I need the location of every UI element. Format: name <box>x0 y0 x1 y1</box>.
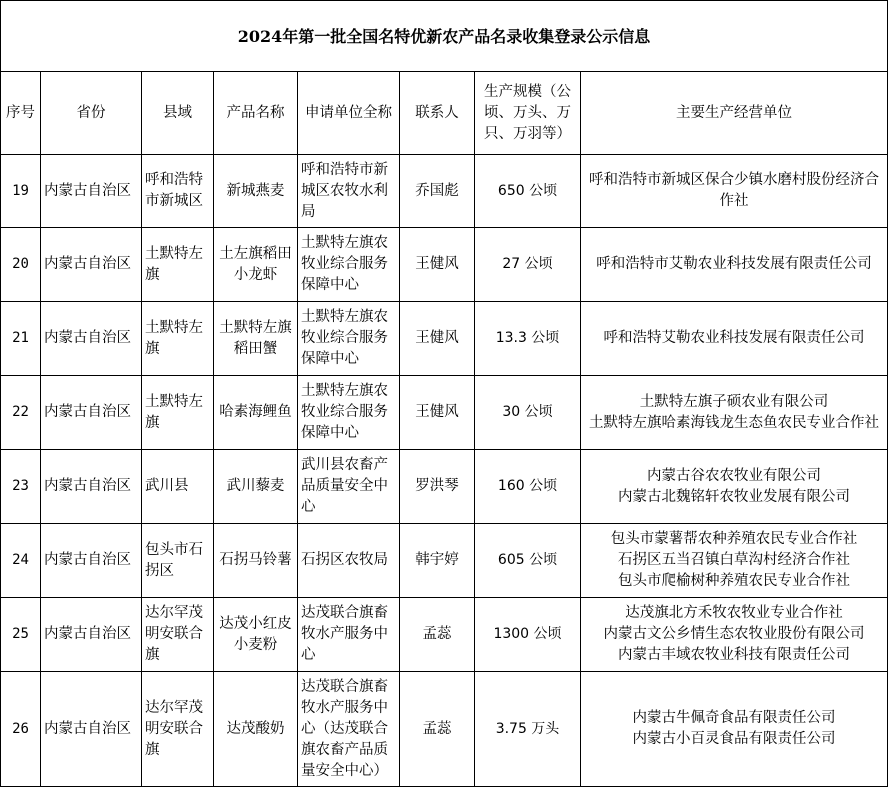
cell-operators <box>581 524 888 598</box>
operator-name: 内蒙古谷农农牧业有限公司 <box>647 467 822 484</box>
header-applicant: 申请单位全称 <box>298 72 400 155</box>
cell-seq: 20 <box>1 228 41 302</box>
cell-contact: 王健风 <box>400 302 475 376</box>
cell-applicant: 呼和浩特市新城区农牧水利局 <box>298 155 400 228</box>
cell-province: 内蒙古自治区 <box>41 376 142 450</box>
cell-scale: 160 公顷 <box>475 450 581 524</box>
cell-product: 达茂酸奶 <box>214 672 298 787</box>
table-row <box>1 598 888 672</box>
cell-applicant: 达茂联合旗畜牧水产服务中心（达茂联合旗农畜产品质量安全中心） <box>298 672 400 787</box>
table-row <box>1 450 888 524</box>
cell-seq: 19 <box>1 155 41 228</box>
cell-seq: 21 <box>1 302 41 376</box>
cell-product: 武川藜麦 <box>214 450 298 524</box>
header-seq: 序号 <box>1 72 41 155</box>
cell-contact: 王健风 <box>400 228 475 302</box>
cell-applicant: 达茂联合旗畜牧水产服务中心 <box>298 598 400 672</box>
cell-county: 达尔罕茂明安联合旗 <box>142 598 214 672</box>
cell-applicant: 石拐区农牧局 <box>298 524 400 598</box>
cell-scale: 13.3 公顷 <box>475 302 581 376</box>
operator-name: 包头市爬榆树种养殖农民专业合作社 <box>618 573 851 589</box>
cell-contact: 乔国彪 <box>400 155 475 228</box>
operator-name: 包头市蒙薯帮农种养殖农民专业合作社 <box>610 531 858 547</box>
cell-operators <box>581 228 888 302</box>
cell-seq: 26 <box>1 672 41 787</box>
cell-seq: 22 <box>1 376 41 450</box>
cell-applicant: 武川县农畜产品质量安全中心 <box>298 450 400 524</box>
cell-scale: 1300 公顷 <box>475 598 581 672</box>
title-row <box>1 1 888 72</box>
cell-product: 土左旗稻田小龙虾 <box>214 228 298 302</box>
cell-contact: 孟蕊 <box>400 672 475 787</box>
operator-name: 内蒙古丰域农牧业科技有限责任公司 <box>618 647 851 663</box>
cell-product: 新城燕麦 <box>214 155 298 228</box>
cell-province: 内蒙古自治区 <box>41 228 142 302</box>
table-row <box>1 302 888 376</box>
cell-operators <box>581 672 888 787</box>
operator-name: 石拐区五当召镇白草沟村经济合作社 <box>618 552 851 568</box>
cell-county: 土默特左旗 <box>142 228 214 302</box>
cell-product: 石拐马铃薯 <box>214 524 298 598</box>
cell-province: 内蒙古自治区 <box>41 672 142 787</box>
cell-product: 达茂小红皮小麦粉 <box>214 598 298 672</box>
cell-county: 呼和浩特市新城区 <box>142 155 214 228</box>
cell-province: 内蒙古自治区 <box>41 524 142 598</box>
cell-scale: 30 公顷 <box>475 376 581 450</box>
cell-county: 土默特左旗 <box>142 302 214 376</box>
operator-name: 达茂旗北方禾牧农牧业专业合作社 <box>625 605 843 621</box>
cell-province: 内蒙古自治区 <box>41 302 142 376</box>
header-product: 产品名称 <box>214 72 298 155</box>
cell-province: 内蒙古自治区 <box>41 598 142 672</box>
cell-province: 内蒙古自治区 <box>41 450 142 524</box>
cell-county: 武川县 <box>142 450 214 524</box>
cell-contact: 韩宇婷 <box>400 524 475 598</box>
cell-county: 达尔罕茂明安联合旗 <box>142 672 214 787</box>
cell-scale: 3.75 万头 <box>475 672 581 787</box>
cell-applicant: 土默特左旗农牧业综合服务保障中心 <box>298 228 400 302</box>
operator-name: 内蒙古文公乡情生态农牧业股份有限公司 <box>603 626 865 642</box>
header-operators: 主要生产经营单位 <box>581 72 888 155</box>
header-province: 省份 <box>41 72 142 155</box>
cell-scale: 605 公顷 <box>475 524 581 598</box>
cell-operators <box>581 302 888 376</box>
cell-applicant: 土默特左旗农牧业综合服务保障中心 <box>298 302 400 376</box>
operator-name: 内蒙古小百灵食品有限责任公司 <box>632 731 836 747</box>
table-row <box>1 376 888 450</box>
table-title: 2024年第一批全国名特优新农产品名录收集登录公示信息 <box>1 1 888 72</box>
cell-operators <box>581 376 888 450</box>
cell-product: 土默特左旗稻田蟹 <box>214 302 298 376</box>
operator-name: 土默特左旗哈素海钱龙生态鱼农民专业合作社 <box>589 414 880 431</box>
cell-applicant: 土默特左旗农牧业综合服务保障中心 <box>298 376 400 450</box>
table-body <box>1 155 888 787</box>
table-row <box>1 155 888 228</box>
cell-operators <box>581 450 888 524</box>
cell-operators <box>581 155 888 228</box>
cell-seq: 24 <box>1 524 41 598</box>
cell-county: 包头市石拐区 <box>142 524 214 598</box>
cell-county: 土默特左旗 <box>142 376 214 450</box>
cell-operators <box>581 598 888 672</box>
header-contact: 联系人 <box>400 72 475 155</box>
table-row <box>1 524 888 598</box>
operator-name: 呼和浩特市新城区保合少镇水磨村股份经济合作社 <box>589 172 880 209</box>
cell-seq: 25 <box>1 598 41 672</box>
cell-product: 哈素海鲤鱼 <box>214 376 298 450</box>
header-scale: 生产规模（公顷、万头、万只、万羽等） <box>475 72 581 155</box>
operator-name: 内蒙古牛佩奇食品有限责任公司 <box>632 710 836 726</box>
header-row <box>1 72 888 155</box>
cell-scale: 27 公顷 <box>475 228 581 302</box>
cell-province: 内蒙古自治区 <box>41 155 142 228</box>
cell-seq: 23 <box>1 450 41 524</box>
cell-contact: 孟蕊 <box>400 598 475 672</box>
operator-name: 土默特左旗子硕农业有限公司 <box>639 393 829 410</box>
cell-scale: 650 公顷 <box>475 155 581 228</box>
cell-contact: 罗洪琴 <box>400 450 475 524</box>
header-county: 县域 <box>142 72 214 155</box>
table-row <box>1 228 888 302</box>
table-row <box>1 672 888 787</box>
cell-contact: 王健风 <box>400 376 475 450</box>
operator-name: 呼和浩特艾勒农业科技发展有限责任公司 <box>603 330 865 346</box>
operator-name: 内蒙古北魏铭轩农牧业发展有限公司 <box>618 488 851 505</box>
operator-name: 呼和浩特市艾勒农业科技发展有限责任公司 <box>596 256 872 272</box>
